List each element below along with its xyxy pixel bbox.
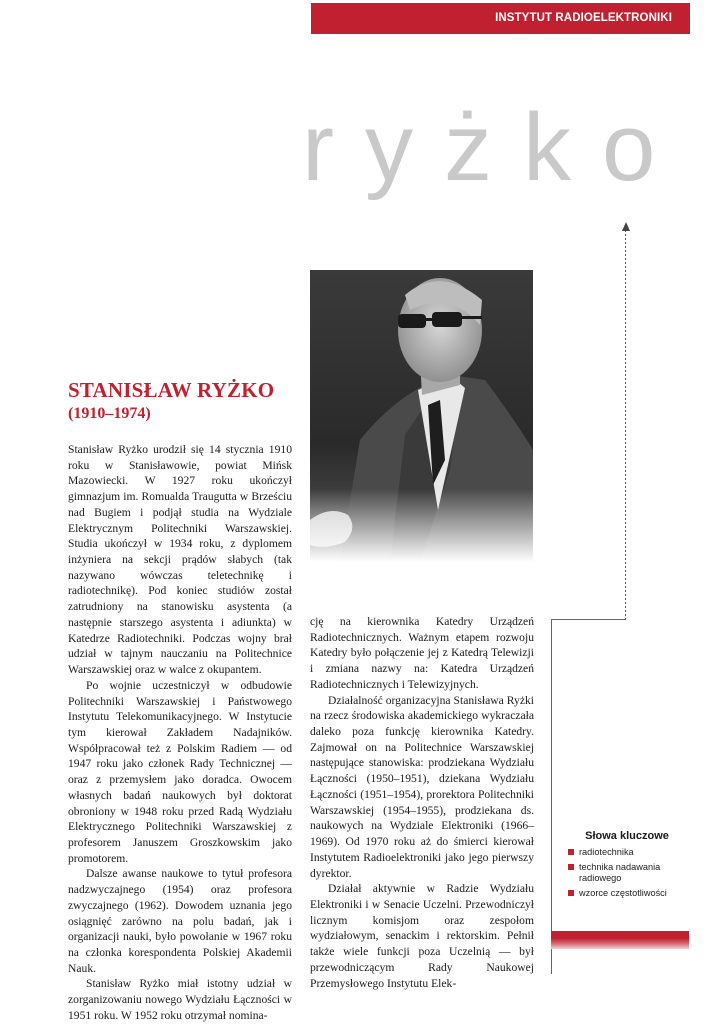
surname-decorative-heading: ryżko — [302, 94, 687, 201]
decor-line-upper — [625, 230, 626, 620]
paragraph: Po wojnie uczestniczył w odbudowie Politechniki Warszawskiej i Państwowego Instytutu Telekomunikacyjnego. W Instytucie tym kierował Zakładem Nadajników. Współpracował też z Polskim Radiem — od 1947 roku jako członek Rady Technicznej — oraz z przemysłem jako doradca. Owocem własnych badań naukowych był doktorat obroniony w 1948 roku przed Radą Wydziału Elektrycznego Politechniki Warszawskiej z profesorem Januszem Groszkowskim jako promotorem. — [68, 678, 292, 865]
keywords-title: Słowa kluczowe — [585, 830, 669, 842]
article-column-right — [310, 614, 534, 991]
header-bar — [311, 3, 690, 34]
decor-red-bar — [551, 931, 689, 949]
decor-line-lower — [551, 619, 552, 974]
paragraph: Działalność organizacyjna Stanisława Ryżki na rzecz środowiska akademickiego wykraczała daleko poza funkcję kierownika Katedry. Zajmował on na Politechnice Warszawskiej następujące stanowiska: prodziekana Wydziału Łączności (1950–1951), dziekana Wydziału Łączności (1951–1954), prorektora Politechniki Warszawskiej (1954–1955), prodziekana ds. naukowych na Wydziale Elektroniki (1966–1969). Od 1970 roku aż do śmierci kierował Instytutem Radioelektroniki jako jego pierwszy dyrektor. — [310, 693, 534, 880]
paragraph: cję na kierownika Katedry Urządzeń Radiotechnicznych. Ważnym etapem rozwoju Katedry było połączenie jej z Katedrą Telewizji i zmiana nazwy na: Katedra Urządzeń Radiotechnicznych i Telewizyjnych. — [310, 615, 534, 691]
article-column-left — [68, 442, 292, 1024]
paragraph: Stanisław Ryżko miał istotny udział w zorganizowaniu nowego Wydziału Łączności w 1951 roku. W 1952 roku otrzymał nomina- — [68, 977, 292, 1022]
life-dates: (1910–1974) — [68, 405, 151, 422]
portrait-image — [310, 270, 533, 562]
paragraph: Dalsze awanse naukowe to tytuł profesora nadzwyczajnego (1954) oraz profesora zwyczajnego (1962). Dowodem uznania jego osiągnięć zarówno na polu badań, jak i organizacji nauki, było powołanie w 1967 roku na członka korespondenta Polskiej Akademii Nauk. — [68, 867, 292, 975]
article-title: STANISŁAW RYŻKO — [68, 378, 275, 402]
paragraph: Działał aktywnie w Radzie Wydziału Elektroniki i w Senacie Uczelni. Przewodniczył licznym komisjom oraz zespołom wydziałowym, senackim i rektorskim. Pełnił także wiele funkcji poza Uczelnią — był przewodniczącym Rady Naukowej Przemysłowego Instytutu Elek- — [310, 882, 534, 990]
keyword-item: wzorce częstotliwości — [566, 888, 688, 899]
keyword-item: technika nadawania radiowego — [566, 862, 688, 884]
keyword-item: radiotechnika — [566, 847, 688, 858]
keywords-box — [566, 830, 688, 903]
decor-line-horizontal — [551, 619, 626, 620]
portrait-photo — [310, 270, 533, 562]
institute-name: INSTYTUT RADIOELEKTRONIKI — [495, 12, 672, 24]
keywords-list — [566, 847, 688, 899]
arrow-up-icon — [622, 222, 630, 231]
paragraph: Stanisław Ryżko urodził się 14 stycznia 1910 roku w Stanisławowie, powiat Mińsk Mazowiecki. W 1927 roku ukończył gimnazjum im. Romualda Traugutta w Brześciu nad Bugiem i podjął studia na Wydziale Elektrycznym Politechniki Warszawskiej. Studia ukończył w 1934 roku, z dyplomem inżyniera na sekcji prądów słabych (tak nazywano wówczas teletechnikę i radiotechnikę). Pod koniec studiów został zatrudniony na stanowisku asystenta (a następnie starszego asystenta i adiunkta) w Katedrze Radiotechniki. Podczas wojny brał udział w tajnym nauczaniu na Politechnice Warszawskiej oraz w walce z okupantem. — [68, 443, 292, 677]
